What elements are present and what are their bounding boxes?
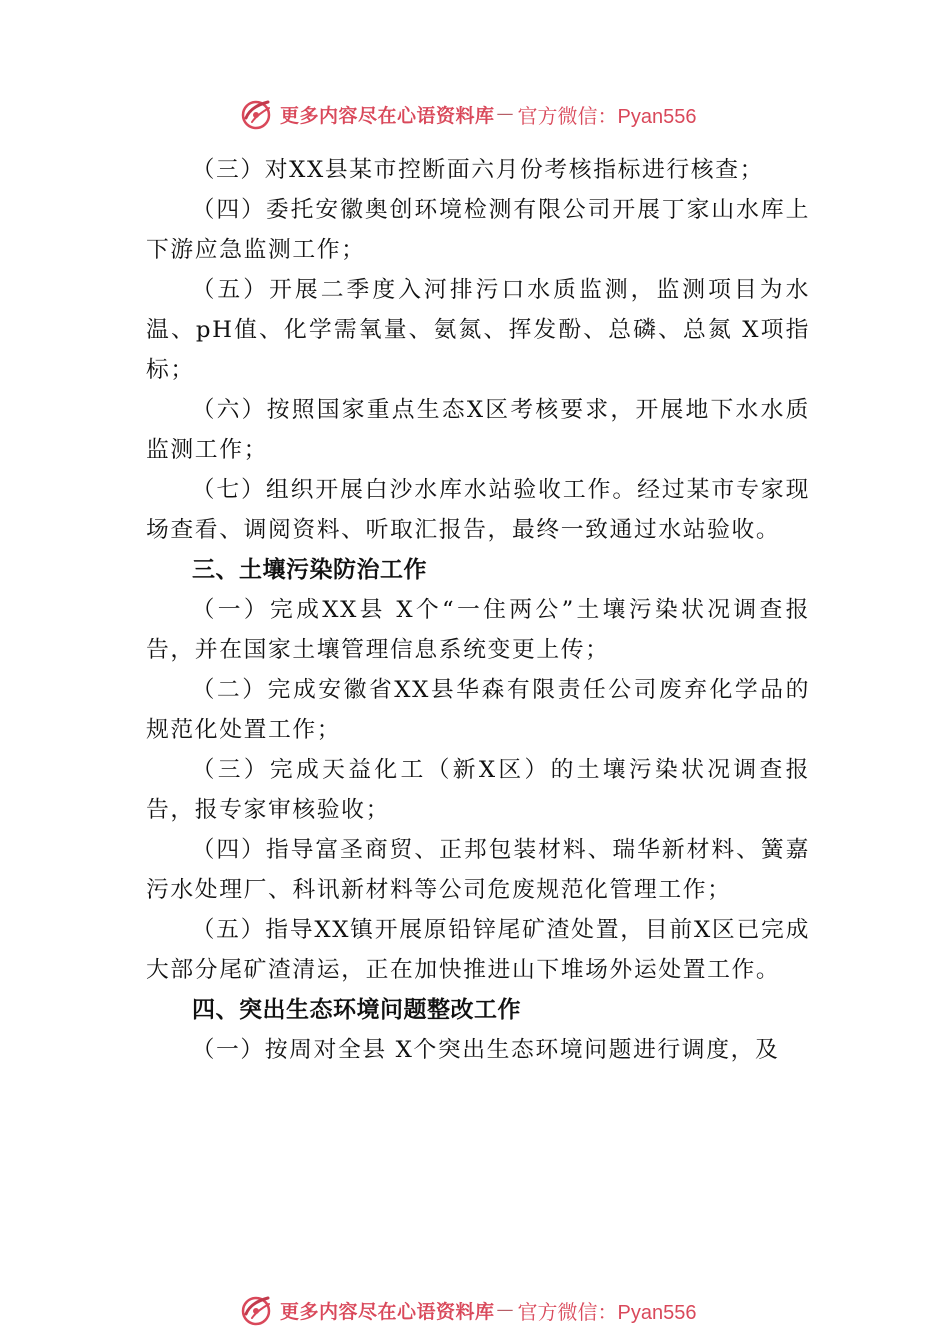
footer-watermark-banner [238, 1290, 696, 1330]
paragraph: （六）按照国家重点生态X区考核要求，开展地下水水质监测工作； [146, 397, 810, 463]
paragraph: （二）完成安徽省XX县华森有限责任公司废弃化学品的规范化处置工作； [146, 677, 810, 743]
paragraph: （三）完成天益化工（新X区）的土壤污染状况调查报告，报专家审核验收； [146, 757, 810, 823]
paragraph: （三）对XX县某市控断面六月份考核指标进行核查； [191, 157, 764, 183]
banner-separator: — [496, 104, 514, 124]
banner-title: 更多内容尽在心语资料库 [280, 104, 495, 127]
paragraph: （一）按周对全县 X个突出生态环境问题进行调度，及 [191, 1037, 780, 1063]
brush-logo-icon [238, 1292, 274, 1328]
paragraph: （四）指导富圣商贸、正邦包装材料、瑞华新材料、簧嘉污水处理厂、科讯新材料等公司危废规范化管理工作； [146, 837, 810, 903]
paragraph: （五）开展二季度入河排污口水质监测，监测项目为水温、pH值、化学需氧量、氨氮、挥发酚、总磷、总氮 X项指标； [146, 277, 810, 383]
paragraph: （五）指导XX镇开展原铅锌尾矿渣处置，目前X区已完成大部分尾矿渣清运，正在加快推进山下堆场外运处置工作。 [146, 917, 810, 983]
brush-logo-icon [238, 96, 274, 132]
banner-wechat-handle: 官方微信：Pyan556 [517, 1301, 697, 1324]
section-heading: 四、突出生态环境问题整改工作 [192, 997, 521, 1023]
paragraph: （七）组织开展白沙水库水站验收工作。经过某市专家现场查看、调阅资料、听取汇报告，最终一致通过水站验收。 [146, 477, 810, 543]
header-watermark-banner [238, 94, 696, 134]
banner-title: 更多内容尽在心语资料库 [280, 1300, 495, 1323]
banner-separator: — [496, 1300, 514, 1320]
paragraph: （四）委托安徽奥创环境检测有限公司开展丁家山水库上下游应急监测工作； [146, 197, 810, 263]
paragraph: （一）完成XX县 X个“一住两公”土壤污染状况调查报告，并在国家土壤管理信息系统变更上传； [146, 597, 810, 663]
banner-wechat-handle: 官方微信：Pyan556 [517, 105, 697, 128]
section-heading: 三、土壤污染防治工作 [192, 557, 427, 583]
document-body [146, 150, 810, 1070]
